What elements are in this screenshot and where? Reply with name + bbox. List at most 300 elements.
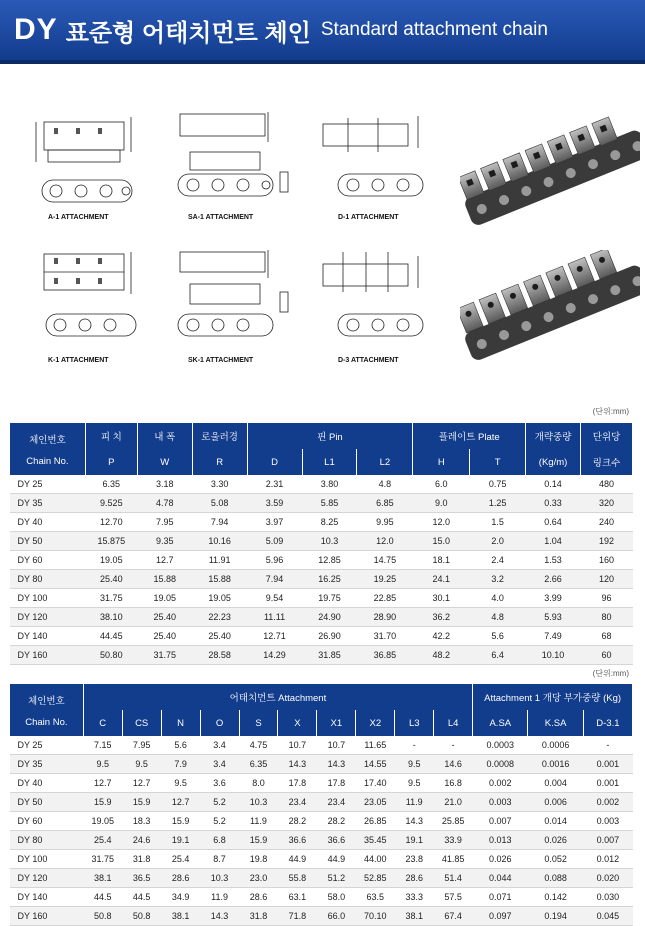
- value-cell: 320: [581, 494, 633, 513]
- column-header: K.SA: [528, 710, 583, 736]
- value-cell: 38.1: [161, 907, 200, 926]
- value-cell: 19.05: [192, 589, 247, 608]
- value-cell: 15.88: [137, 570, 192, 589]
- table-row: [10, 494, 633, 513]
- value-cell: 2.66: [526, 570, 581, 589]
- table-row: [10, 850, 633, 869]
- chain-no-cell: DY 25: [10, 475, 86, 494]
- value-cell: 41.85: [434, 850, 473, 869]
- value-cell: 14.29: [247, 646, 302, 665]
- value-cell: 31.75: [137, 646, 192, 665]
- chain-spec-rows: [10, 475, 633, 665]
- value-cell: 71.8: [278, 907, 317, 926]
- value-cell: 0.001: [583, 755, 632, 774]
- column-header: L3: [395, 710, 434, 736]
- pitch-header: 피 치: [85, 423, 137, 449]
- value-cell: 2.31: [247, 475, 302, 494]
- value-cell: 5.2: [200, 812, 239, 831]
- value-cell: 11.9: [200, 888, 239, 907]
- chain-no-cell: DY 120: [10, 608, 86, 627]
- value-cell: 35.45: [356, 831, 395, 850]
- value-cell: 0.020: [583, 869, 632, 888]
- chain-no-cell: DY 40: [10, 774, 84, 793]
- value-cell: 26.85: [356, 812, 395, 831]
- chain-no-cell: DY 160: [10, 646, 86, 665]
- width-header: 내 폭: [137, 423, 192, 449]
- weight-header: 개략중량: [526, 423, 581, 449]
- value-cell: 1.25: [470, 494, 526, 513]
- value-cell: 12.7: [137, 551, 192, 570]
- value-cell: 0.013: [473, 831, 528, 850]
- value-cell: 1.53: [526, 551, 581, 570]
- plate-h-header: H: [413, 449, 470, 475]
- value-cell: 18.3: [122, 812, 161, 831]
- value-cell: 26.90: [302, 627, 357, 646]
- value-cell: 4.78: [137, 494, 192, 513]
- value-cell: 25.4: [161, 850, 200, 869]
- value-cell: 0.006: [528, 793, 583, 812]
- value-cell: -: [395, 736, 434, 755]
- value-cell: 0.002: [583, 793, 632, 812]
- value-cell: 23.4: [317, 793, 356, 812]
- value-cell: 28.2: [317, 812, 356, 831]
- value-cell: 44.5: [83, 888, 122, 907]
- table-row: [10, 888, 633, 907]
- value-cell: 6.4: [470, 646, 526, 665]
- value-cell: 19.1: [395, 831, 434, 850]
- value-cell: 3.18: [137, 475, 192, 494]
- chain-no-cell: DY 35: [10, 755, 84, 774]
- column-header: CS: [122, 710, 161, 736]
- value-cell: 4.8: [470, 608, 526, 627]
- english-title: Standard attachment chain: [320, 19, 548, 40]
- value-cell: 2.0: [470, 532, 526, 551]
- value-cell: 12.7: [161, 793, 200, 812]
- value-cell: 0.088: [528, 869, 583, 888]
- chain-no-cell: DY 80: [10, 570, 86, 589]
- weight-unit: (Kg/m): [526, 449, 581, 475]
- value-cell: 50.80: [85, 646, 137, 665]
- value-cell: 50.8: [122, 907, 161, 926]
- value-cell: 6.85: [357, 494, 413, 513]
- value-cell: 7.94: [192, 513, 247, 532]
- value-cell: 0.012: [583, 850, 632, 869]
- value-cell: 44.9: [278, 850, 317, 869]
- value-cell: 33.3: [395, 888, 434, 907]
- value-cell: 10.3: [200, 869, 239, 888]
- column-header: C: [83, 710, 122, 736]
- value-cell: 44.5: [122, 888, 161, 907]
- chain-no-cell: DY 60: [10, 812, 84, 831]
- value-cell: 480: [581, 475, 633, 494]
- value-cell: 50.8: [83, 907, 122, 926]
- value-cell: 1.5: [470, 513, 526, 532]
- value-cell: 16.8: [434, 774, 473, 793]
- value-cell: 12.0: [413, 513, 470, 532]
- value-cell: 9.0: [413, 494, 470, 513]
- column-header: O: [200, 710, 239, 736]
- column-header: X1: [317, 710, 356, 736]
- table-row: [10, 774, 633, 793]
- value-cell: 6.35: [85, 475, 137, 494]
- value-cell: 0.044: [473, 869, 528, 888]
- table-row: [10, 551, 633, 570]
- value-cell: 18.1: [413, 551, 470, 570]
- chain-no-cell: DY 25: [10, 736, 84, 755]
- value-cell: 55.8: [278, 869, 317, 888]
- value-cell: 5.93: [526, 608, 581, 627]
- value-cell: 11.91: [192, 551, 247, 570]
- value-cell: 0.026: [528, 831, 583, 850]
- value-cell: 44.45: [85, 627, 137, 646]
- table-row: [10, 627, 633, 646]
- chain-no-cell: DY 80: [10, 831, 84, 850]
- value-cell: 0.004: [528, 774, 583, 793]
- value-cell: 36.85: [357, 646, 413, 665]
- pin-d-header: D: [247, 449, 302, 475]
- value-cell: 14.3: [317, 755, 356, 774]
- pin-l2-header: L2: [357, 449, 413, 475]
- value-cell: 31.75: [83, 850, 122, 869]
- table-row: [10, 532, 633, 551]
- attachment-group-header: 어태치먼트 Attachment: [83, 684, 472, 710]
- value-cell: 9.5: [122, 755, 161, 774]
- value-cell: 14.3: [395, 812, 434, 831]
- value-cell: 192: [581, 532, 633, 551]
- value-cell: 36.6: [317, 831, 356, 850]
- table-row: [10, 812, 633, 831]
- value-cell: 19.25: [357, 570, 413, 589]
- value-cell: 5.09: [247, 532, 302, 551]
- chain-no-header: 체인번호 Chain No.: [10, 684, 84, 736]
- value-cell: 22.23: [192, 608, 247, 627]
- value-cell: 21.0: [434, 793, 473, 812]
- value-cell: 24.1: [413, 570, 470, 589]
- value-cell: 31.85: [302, 646, 357, 665]
- value-cell: 12.7: [122, 774, 161, 793]
- value-cell: 0.64: [526, 513, 581, 532]
- column-header: N: [161, 710, 200, 736]
- value-cell: 25.40: [85, 570, 137, 589]
- value-cell: 0.33: [526, 494, 581, 513]
- value-cell: 31.8: [122, 850, 161, 869]
- value-cell: 17.8: [278, 774, 317, 793]
- value-cell: 23.0: [239, 869, 278, 888]
- value-cell: 70.10: [356, 907, 395, 926]
- chain-no-cell: DY 140: [10, 627, 86, 646]
- value-cell: 6.0: [413, 475, 470, 494]
- value-cell: 67.4: [434, 907, 473, 926]
- value-cell: 28.6: [395, 869, 434, 888]
- value-cell: 24.6: [122, 831, 161, 850]
- value-cell: 28.90: [357, 608, 413, 627]
- value-cell: 38.1: [83, 869, 122, 888]
- value-cell: 0.194: [528, 907, 583, 926]
- value-cell: 0.14: [526, 475, 581, 494]
- value-cell: 31.70: [357, 627, 413, 646]
- value-cell: 44.9: [317, 850, 356, 869]
- value-cell: 28.2: [278, 812, 317, 831]
- value-cell: 10.3: [239, 793, 278, 812]
- value-cell: 58.0: [317, 888, 356, 907]
- width-symbol: W: [137, 449, 192, 475]
- value-cell: 9.35: [137, 532, 192, 551]
- value-cell: 16.25: [302, 570, 357, 589]
- column-header: X: [278, 710, 317, 736]
- pitch-symbol: P: [85, 449, 137, 475]
- value-cell: 14.55: [356, 755, 395, 774]
- value-cell: 51.4: [434, 869, 473, 888]
- value-cell: 1.04: [526, 532, 581, 551]
- value-cell: 0.003: [473, 793, 528, 812]
- value-cell: 44.00: [356, 850, 395, 869]
- diagram-label: SK-1 ATTACHMENT: [188, 357, 254, 364]
- table-row: [10, 869, 633, 888]
- value-cell: 9.54: [247, 589, 302, 608]
- value-cell: 0.026: [473, 850, 528, 869]
- value-cell: 0.75: [470, 475, 526, 494]
- value-cell: 12.7: [83, 774, 122, 793]
- table-row: [10, 831, 633, 850]
- value-cell: 19.05: [137, 589, 192, 608]
- column-header: X2: [356, 710, 395, 736]
- diagram-label: A-1 ATTACHMENT: [48, 214, 109, 221]
- attachment-spec-table: [9, 684, 633, 926]
- roller-header: 로울러경: [192, 423, 247, 449]
- value-cell: 11.9: [239, 812, 278, 831]
- chain-no-cell: DY 160: [10, 907, 84, 926]
- value-cell: 36.5: [122, 869, 161, 888]
- value-cell: 15.88: [192, 570, 247, 589]
- value-cell: 2.4: [470, 551, 526, 570]
- value-cell: 5.6: [161, 736, 200, 755]
- value-cell: 0.0006: [528, 736, 583, 755]
- value-cell: 15.9: [122, 793, 161, 812]
- value-cell: 3.4: [200, 736, 239, 755]
- value-cell: 48.2: [413, 646, 470, 665]
- value-cell: 3.6: [200, 774, 239, 793]
- value-cell: 11.65: [356, 736, 395, 755]
- table-row: [10, 589, 633, 608]
- roller-symbol: R: [192, 449, 247, 475]
- value-cell: 25.4: [83, 831, 122, 850]
- value-cell: 0.052: [528, 850, 583, 869]
- plate-t-header: T: [470, 449, 526, 475]
- value-cell: 4.8: [357, 475, 413, 494]
- value-cell: 0.071: [473, 888, 528, 907]
- value-cell: 14.6: [434, 755, 473, 774]
- value-cell: 3.4: [200, 755, 239, 774]
- chain-no-cell: DY 50: [10, 793, 84, 812]
- value-cell: 25.85: [434, 812, 473, 831]
- table-row: [10, 570, 633, 589]
- table-row: [10, 513, 633, 532]
- value-cell: 25.40: [137, 627, 192, 646]
- value-cell: 0.003: [583, 812, 632, 831]
- value-cell: 15.0: [413, 532, 470, 551]
- value-cell: 4.0: [470, 589, 526, 608]
- value-cell: 10.3: [302, 532, 357, 551]
- unit-note: (단위:mm): [592, 407, 629, 416]
- column-header: A.SA: [473, 710, 528, 736]
- value-cell: 42.2: [413, 627, 470, 646]
- value-cell: 0.0003: [473, 736, 528, 755]
- value-cell: 11.9: [395, 793, 434, 812]
- value-cell: 33.9: [434, 831, 473, 850]
- value-cell: 25.40: [192, 627, 247, 646]
- diagram-label: D-1 ATTACHMENT: [338, 214, 399, 221]
- pin-l1-header: L1: [302, 449, 357, 475]
- value-cell: 30.1: [413, 589, 470, 608]
- diagram-label: SA-1 ATTACHMENT: [188, 214, 254, 221]
- diagram-label: K-1 ATTACHMENT: [48, 357, 109, 364]
- sa1-attachment-diagram: [168, 102, 298, 212]
- value-cell: 28.6: [161, 869, 200, 888]
- attachment-spec-rows: [10, 736, 633, 926]
- value-cell: 5.96: [247, 551, 302, 570]
- value-cell: 17.40: [356, 774, 395, 793]
- value-cell: 240: [581, 513, 633, 532]
- value-cell: 9.525: [85, 494, 137, 513]
- chain-no-cell: DY 120: [10, 869, 84, 888]
- pin-group-header: 핀 Pin: [247, 423, 413, 449]
- value-cell: 38.1: [395, 907, 434, 926]
- value-cell: 9.95: [357, 513, 413, 532]
- value-cell: 3.99: [526, 589, 581, 608]
- value-cell: 7.95: [122, 736, 161, 755]
- value-cell: 15.875: [85, 532, 137, 551]
- korean-title: 표준형 어태치먼트 체인: [65, 19, 311, 47]
- value-cell: 17.8: [317, 774, 356, 793]
- links-unit: 링크수: [581, 449, 633, 475]
- value-cell: 66.0: [317, 907, 356, 926]
- value-cell: 0.0016: [528, 755, 583, 774]
- value-cell: -: [583, 736, 632, 755]
- value-cell: 8.0: [239, 774, 278, 793]
- value-cell: 23.05: [356, 793, 395, 812]
- value-cell: 3.97: [247, 513, 302, 532]
- value-cell: 0.0008: [473, 755, 528, 774]
- value-cell: 12.85: [302, 551, 357, 570]
- value-cell: 12.0: [357, 532, 413, 551]
- value-cell: 15.9: [83, 793, 122, 812]
- value-cell: 34.9: [161, 888, 200, 907]
- value-cell: 11.11: [247, 608, 302, 627]
- value-cell: 14.3: [200, 907, 239, 926]
- value-cell: 0.007: [583, 831, 632, 850]
- value-cell: 9.5: [395, 774, 434, 793]
- value-cell: 57.5: [434, 888, 473, 907]
- chain-spec-table: [9, 423, 633, 665]
- chain-no-cell: DY 100: [10, 589, 86, 608]
- value-cell: 68: [581, 627, 633, 646]
- value-cell: 160: [581, 551, 633, 570]
- chain-no-cell: DY 140: [10, 888, 84, 907]
- value-cell: 15.9: [239, 831, 278, 850]
- table-row: [10, 793, 633, 812]
- value-cell: 6.8: [200, 831, 239, 850]
- chain-photo-k1: [460, 250, 640, 370]
- value-cell: 0.045: [583, 907, 632, 926]
- value-cell: 10.7: [278, 736, 317, 755]
- value-cell: 7.15: [83, 736, 122, 755]
- value-cell: 5.85: [302, 494, 357, 513]
- value-cell: 80: [581, 608, 633, 627]
- chain-photo-a1: [460, 115, 640, 230]
- value-cell: 19.8: [239, 850, 278, 869]
- value-cell: 9.5: [395, 755, 434, 774]
- value-cell: 10.16: [192, 532, 247, 551]
- value-cell: 28.58: [192, 646, 247, 665]
- value-cell: 9.5: [161, 774, 200, 793]
- value-cell: 63.1: [278, 888, 317, 907]
- value-cell: 8.25: [302, 513, 357, 532]
- value-cell: 19.75: [302, 589, 357, 608]
- value-cell: 22.85: [357, 589, 413, 608]
- value-cell: 19.1: [161, 831, 200, 850]
- value-cell: 7.94: [247, 570, 302, 589]
- value-cell: 0.030: [583, 888, 632, 907]
- added-weight-group-header: Attachment 1 개당 부가중량 (Kg): [473, 684, 633, 710]
- attachment-diagrams: [8, 90, 448, 390]
- value-cell: 63.5: [356, 888, 395, 907]
- chain-no-cell: DY 50: [10, 532, 86, 551]
- value-cell: 19.05: [83, 812, 122, 831]
- value-cell: 31.8: [239, 907, 278, 926]
- value-cell: 36.2: [413, 608, 470, 627]
- value-cell: 15.9: [161, 812, 200, 831]
- value-cell: 31.75: [85, 589, 137, 608]
- plate-group-header: 플레이트 Plate: [413, 423, 526, 449]
- value-cell: 28.6: [239, 888, 278, 907]
- table-row: [10, 608, 633, 627]
- table-row: [10, 736, 633, 755]
- value-cell: 3.30: [192, 475, 247, 494]
- value-cell: 3.80: [302, 475, 357, 494]
- value-cell: 51.2: [317, 869, 356, 888]
- value-cell: 0.002: [473, 774, 528, 793]
- value-cell: 120: [581, 570, 633, 589]
- unit-note: (단위:mm): [592, 669, 629, 678]
- value-cell: 12.70: [85, 513, 137, 532]
- column-header: S: [239, 710, 278, 736]
- value-cell: 25.40: [137, 608, 192, 627]
- value-cell: 38.10: [85, 608, 137, 627]
- value-cell: 0.014: [528, 812, 583, 831]
- chain-no-header: 체인번호 Chain No.: [10, 423, 86, 475]
- value-cell: 0.001: [583, 774, 632, 793]
- value-cell: 4.75: [239, 736, 278, 755]
- value-cell: 14.3: [278, 755, 317, 774]
- column-header: D-3.1: [583, 710, 632, 736]
- chain-no-cell: DY 100: [10, 850, 84, 869]
- value-cell: 24.90: [302, 608, 357, 627]
- value-cell: 5.6: [470, 627, 526, 646]
- value-cell: 7.9: [161, 755, 200, 774]
- value-cell: 60: [581, 646, 633, 665]
- d3-attachment-diagram: [308, 242, 438, 352]
- table-row: [10, 475, 633, 494]
- chain-no-cell: DY 35: [10, 494, 86, 513]
- value-cell: 5.2: [200, 793, 239, 812]
- table-row: [10, 755, 633, 774]
- chain-no-cell: DY 40: [10, 513, 86, 532]
- value-cell: 7.95: [137, 513, 192, 532]
- diagram-label: D-3 ATTACHMENT: [338, 357, 399, 364]
- value-cell: 3.59: [247, 494, 302, 513]
- sk1-attachment-diagram: [168, 242, 298, 352]
- value-cell: 8.7: [200, 850, 239, 869]
